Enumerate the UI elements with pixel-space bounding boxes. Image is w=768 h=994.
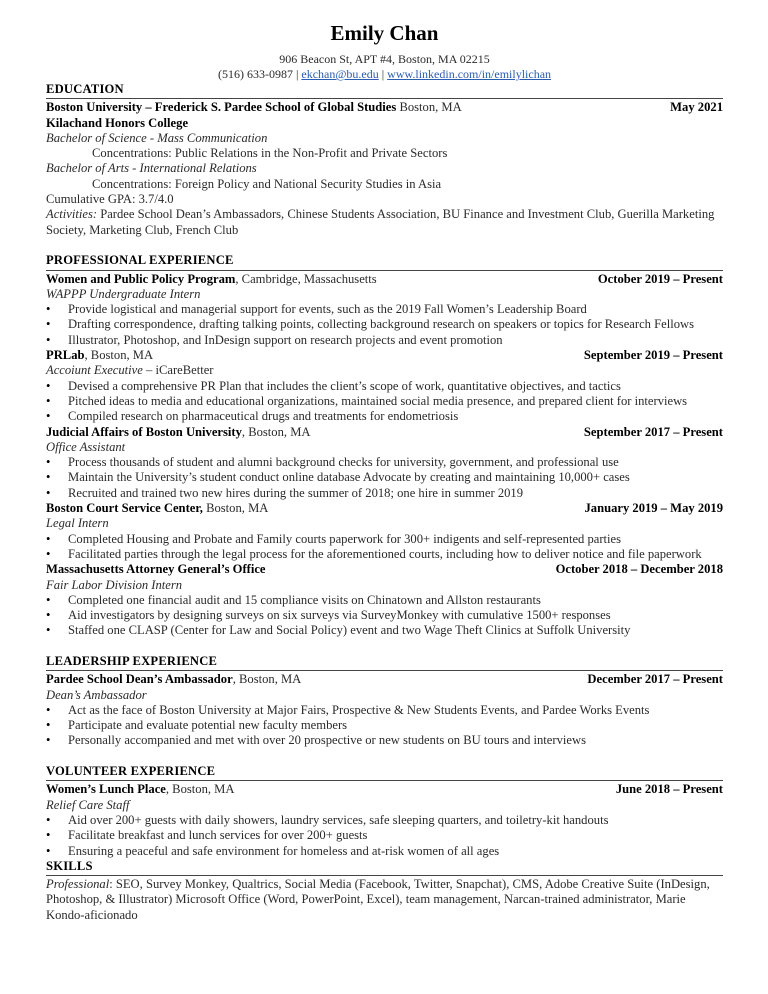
resume-content [46, 20, 723, 923]
bullet-item: • Illustrator, Photoshop, and InDesign support on research projects and event promotion [46, 333, 723, 348]
education-school-row [46, 100, 723, 115]
organization-name: Boston Court Service Center, [46, 501, 203, 516]
organization-location: Boston, MA [202, 501, 269, 516]
organization-name: Judicial Affairs of Boston University [46, 424, 242, 439]
entry-org-line [46, 672, 301, 687]
bullet-item: • Facilitate breakfast and lunch services for over 200+ guests [46, 828, 723, 843]
entry-date: June 2018 – Present [615, 782, 723, 797]
bullet-item: • Ensuring a peaceful and safe environment for homeless and at-risk women of all ages [46, 844, 723, 859]
section-heading-skills: SKILLS [46, 859, 723, 876]
entry-header-row [46, 562, 723, 577]
entry-org-line [46, 425, 310, 440]
entry-org-line [46, 348, 153, 363]
role-title: Relief Care Staff [46, 797, 130, 812]
organization-name: Pardee School Dean’s Ambassador [46, 672, 233, 687]
entry-date: September 2019 – Present [583, 348, 723, 363]
linkedin-link[interactable]: www.linkedin.com/in/emilylichan [387, 67, 552, 81]
bullet-item: • Aid over 200+ guests with daily showers, laundry services, safe sleeping quarters, and toiletry-kit handouts [46, 813, 723, 828]
section-spacer [46, 749, 723, 764]
entry-date: January 2019 – May 2019 [584, 501, 723, 516]
separator: | [378, 67, 388, 81]
bullet-item: • Completed Housing and Probate and Family courts paperwork for 300+ indigents and self-represented parties [46, 532, 723, 547]
entry-header-row [46, 672, 723, 687]
email-link[interactable]: ekchan@bu.edu [301, 67, 379, 81]
bullet-item: • Participate and evaluate potential new faculty members [46, 718, 723, 733]
organization-location: , Boston, MA [84, 348, 154, 363]
address: 906 Beacon St, APT #4, Boston, MA 02215 [279, 52, 490, 66]
section-heading: LEADERSHIP EXPERIENCE [46, 654, 723, 671]
bullet-item: • Pitched ideas to media and educational organizations, maintained social media presence, and prepared client for interviews [46, 394, 723, 409]
activities-list: Pardee School Dean’s Ambassadors, Chinese Students Association, BU Finance and Investment Club, Guerilla Marketing Society, Marketing Club, French Club [46, 207, 715, 237]
concentration: Concentrations: Public Relations in the Non-Profit and Private Sectors [92, 146, 448, 161]
graduation-date: May 2021 [670, 100, 723, 115]
entry-role [46, 516, 723, 531]
entry-org-line [46, 501, 268, 516]
bullet-item: • Aid investigators by designing surveys on six surveys via SurveyMonkey with cumulative 1500+ responses [46, 608, 723, 623]
concentration: Concentrations: Foreign Policy and National Security Studies in Asia [92, 176, 442, 191]
entry-org-line [46, 272, 377, 287]
skills-label: Professional [46, 877, 110, 892]
entry-date: December 2017 – Present [587, 672, 723, 687]
phone: (516) 633-0987 [217, 67, 293, 81]
entry-header-row [46, 272, 723, 287]
skills-list: : SEO, Survey Monkey, Qualtrics, Social Media (Facebook, Twitter, Snapchat), CMS, Adobe Creative Suite (InDesign, Photoshop, & Illustrator) Microsoft Office (Word, PowerPoint, Excel), team management, Narcan-trained administrator, Marie Kondo-aficionado [46, 877, 710, 922]
organization-location: , Boston, MA [241, 424, 311, 439]
bullet-item: • Recruited and trained two new hires during the summer of 2018; one hire in summer 2019 [46, 486, 723, 501]
entry-header-row [46, 501, 723, 516]
gpa: Cumulative GPA: 3.7/4.0 [46, 192, 174, 207]
entry-header-row [46, 425, 723, 440]
entry-role [46, 287, 723, 302]
section-spacer [46, 639, 723, 654]
entry-org-line [46, 782, 234, 797]
bullet-item: • Personally accompanied and met with over 20 prospective or new students on BU tours and interviews [46, 733, 723, 748]
entry-date: September 2017 – Present [583, 424, 723, 439]
bullet-item: • Devised a comprehensive PR Plan that includes the client’s scope of work, quantitative objectives, and tactics [46, 379, 723, 394]
organization-name: Women’s Lunch Place [46, 782, 166, 797]
entry-role [46, 798, 723, 813]
degree: Bachelor of Arts - International Relations [46, 161, 257, 176]
bullet-item: • Process thousands of student and alumni background checks for university, government, and professional use [46, 455, 723, 470]
entry-role [46, 688, 723, 703]
entry-org-line [46, 562, 266, 577]
bullet-item: • Provide logistical and managerial support for events, such as the 2019 Fall Women’s Leadership Board [46, 302, 723, 317]
entry-role [46, 363, 723, 378]
organization-location: , Boston, MA [165, 782, 235, 797]
role-title: WAPPP Undergraduate Intern [46, 286, 201, 301]
entry-date: October 2019 – Present [597, 271, 723, 286]
bullet-item: • Compiled research on pharmaceutical drugs and treatments for endometriosis [46, 409, 723, 424]
role-title: Legal Intern [46, 516, 109, 531]
section-spacer [46, 238, 723, 253]
candidate-name: Emily Chan [330, 21, 439, 45]
bullet-item: • Completed one financial audit and 15 compliance visits on Chinatown and Allston restaurants [46, 593, 723, 608]
section-heading: PROFESSIONAL EXPERIENCE [46, 253, 723, 270]
honors-college: Kilachand Honors College [46, 115, 189, 130]
organization-location: , Boston, MA [232, 672, 302, 687]
bullet-item: • Drafting correspondence, drafting talking points, collecting background research on speakers or topics for Research Fellows [46, 317, 723, 332]
school-location: Boston, MA [396, 100, 462, 115]
organization-name: PRLab [46, 348, 85, 363]
activities-label: Activities: [46, 207, 98, 222]
organization-location: , Cambridge, Massachusetts [235, 271, 377, 286]
entry-header-row [46, 782, 723, 797]
entry-role [46, 440, 723, 455]
role-title: Fair Labor Division Intern [46, 577, 183, 592]
role-title: Dean’s Ambassador [46, 687, 147, 702]
bullet-item: • Maintain the University’s student conduct online database Advocate by creating and maintaining 10,000+ cases [46, 470, 723, 485]
activities [46, 207, 723, 238]
entry-role [46, 578, 723, 593]
role-suffix: – iCareBetter [142, 363, 214, 378]
bullet-item: • Staffed one CLASP (Center for Law and Social Policy) event and two Wage Theft Clinics at Suffolk University [46, 623, 723, 638]
skills-text [46, 877, 723, 923]
school-name: Boston University – Frederick S. Pardee School of Global Studies [46, 100, 397, 115]
organization-name: Massachusetts Attorney General’s Office [46, 562, 266, 577]
role-title: Accoiunt Executive [46, 363, 143, 378]
entry-date: October 2018 – December 2018 [555, 562, 723, 577]
section-heading-education: EDUCATION [46, 82, 723, 99]
experience-sections [46, 238, 723, 859]
entry-header-row [46, 348, 723, 363]
school-line [46, 100, 462, 115]
contact-line [46, 67, 723, 82]
degree: Bachelor of Science - Mass Communication [46, 130, 268, 145]
separator: | [292, 67, 302, 81]
organization-name: Women and Public Policy Program [46, 271, 236, 286]
role-title: Office Assistant [46, 439, 126, 454]
section-heading: VOLUNTEER EXPERIENCE [46, 764, 723, 781]
bullet-item: • Facilitated parties through the legal process for the aforementioned courts, including how to deliver notice and file paperwork [46, 547, 723, 562]
bullet-item: • Act as the face of Boston University at Major Fairs, Prospective & New Students Events, and Pardee Works Events [46, 703, 723, 718]
